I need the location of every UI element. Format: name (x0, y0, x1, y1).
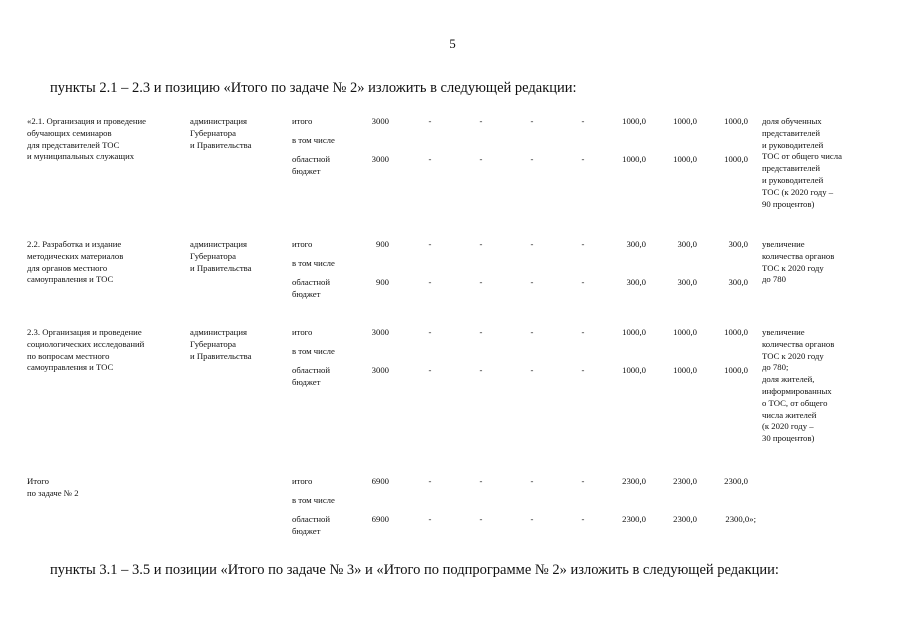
total-amount: 900 (375, 239, 389, 249)
empty-value-dash: - (581, 277, 585, 287)
empty-value-dash: - (479, 239, 483, 249)
executor-line: и Правительства (190, 139, 252, 150)
total-amount: 3000 (371, 116, 389, 126)
empty-value-dash: - (428, 277, 432, 287)
total-year-1: 1000,0 (622, 116, 646, 126)
activity-name-line: самоуправления и ТОС (27, 362, 114, 373)
activity-name-line: социологических исследований (27, 338, 145, 349)
empty-value-dash: - (581, 239, 585, 249)
empty-value-dash: - (530, 116, 534, 126)
source-including-label: в том числе (292, 135, 335, 145)
executor-line: администрация (190, 239, 247, 249)
total-year-2: 1000,0 (673, 116, 697, 126)
empty-value-dash: - (479, 365, 483, 375)
indicator-line: информированных (762, 386, 832, 396)
indicator-line: ТОС к 2020 году (762, 350, 824, 361)
empty-value-dash: - (479, 476, 483, 486)
indicator-line: и руководителей (762, 139, 824, 150)
indicator-line: увеличение (762, 327, 805, 337)
regional-year-3: 300,0 (728, 277, 748, 287)
empty-value-dash: - (479, 154, 483, 164)
empty-value-dash: - (479, 277, 483, 287)
empty-value-dash: - (479, 116, 483, 126)
empty-value-dash: - (530, 239, 534, 249)
indicator-line: увеличение (762, 239, 805, 249)
empty-value-dash: - (428, 365, 432, 375)
executor-line: Губернатора (190, 250, 236, 261)
activity-name-line: для органов местного (27, 262, 108, 273)
empty-value-dash: - (428, 116, 432, 126)
total-year-3: 1000,0 (724, 116, 748, 126)
regional-year-1: 1000,0 (622, 365, 646, 375)
empty-value-dash: - (530, 476, 534, 486)
total-year-2: 300,0 (677, 239, 697, 249)
activity-name-line: Итого (27, 476, 49, 486)
indicator-line: доля жителей, (762, 374, 815, 385)
regional-year-3: 1000,0 (724, 154, 748, 164)
source-regional-label: бюджет (292, 525, 321, 536)
indicator-line: числа жителей (762, 409, 817, 420)
indicator-line: 90 процентов) (762, 198, 815, 209)
instruction-bottom: пункты 3.1 – 3.5 и позиции «Итого по задаче № 3» и «Итого по подпрограмме № 2» изложить в следующей редакции: (50, 562, 779, 578)
source-including-label: в том числе (292, 346, 335, 356)
empty-value-dash: - (530, 514, 534, 524)
total-year-2: 2300,0 (673, 476, 697, 486)
empty-value-dash: - (581, 365, 585, 375)
empty-value-dash: - (428, 327, 432, 337)
source-regional-label: областной (292, 277, 331, 287)
empty-value-dash: - (581, 327, 585, 337)
empty-value-dash: - (530, 327, 534, 337)
indicator-line: до 780; (762, 362, 789, 373)
regional-amount: 900 (375, 277, 389, 287)
regional-year-3: 2300,0»; (725, 514, 756, 524)
indicator-line: (к 2020 году – (762, 421, 814, 432)
executor-line: и Правительства (190, 262, 252, 273)
empty-value-dash: - (530, 365, 534, 375)
source-regional-label: областной (292, 365, 331, 375)
total-year-2: 1000,0 (673, 327, 697, 337)
indicator-line: 30 процентов) (762, 433, 815, 444)
activity-name-line: по вопросам местного (27, 350, 110, 361)
indicator-line: до 780 (762, 274, 786, 285)
activity-name-line: обучающих семинаров (27, 127, 112, 138)
indicator-line: представителей (762, 163, 821, 174)
empty-value-dash: - (428, 476, 432, 486)
empty-value-dash: - (581, 154, 585, 164)
regional-amount: 6900 (371, 514, 389, 524)
empty-value-dash: - (428, 239, 432, 249)
source-regional-label: бюджет (292, 288, 321, 299)
regional-year-2: 1000,0 (673, 154, 697, 164)
source-regional-label: областной (292, 154, 331, 164)
indicator-line: представителей (762, 127, 821, 138)
empty-value-dash: - (428, 514, 432, 524)
indicator-line: количества органов (762, 338, 835, 349)
regional-year-2: 1000,0 (673, 365, 697, 375)
indicator-line: ТОС к 2020 году (762, 262, 824, 273)
executor-line: администрация (190, 327, 247, 337)
indicator-line: и руководителей (762, 175, 824, 185)
empty-value-dash: - (581, 514, 585, 524)
regional-year-2: 300,0 (677, 277, 697, 287)
activity-name-line: методических материалов (27, 250, 124, 261)
activity-name-line: для представителей ТОС (27, 139, 120, 150)
source-regional-label: бюджет (292, 165, 321, 176)
indicator-line: о ТОС, от общего (762, 397, 828, 408)
total-year-3: 1000,0 (724, 327, 748, 337)
empty-value-dash: - (530, 277, 534, 287)
empty-value-dash: - (530, 154, 534, 164)
indicator-line: количества органов (762, 250, 835, 261)
regional-year-1: 1000,0 (622, 154, 646, 164)
source-regional-label: областной (292, 514, 331, 524)
regional-year-1: 300,0 (626, 277, 646, 287)
regional-year-2: 2300,0 (673, 514, 697, 524)
regional-amount: 3000 (371, 154, 389, 164)
source-total-label: итого (292, 116, 313, 126)
source-total-label: итого (292, 327, 313, 337)
activity-name-line: по задаче № 2 (27, 487, 79, 498)
executor-line: Губернатора (190, 338, 236, 349)
total-year-1: 300,0 (626, 239, 646, 249)
source-including-label: в том числе (292, 495, 335, 505)
empty-value-dash: - (581, 116, 585, 126)
activity-name-line: 2.2. Разработка и издание (27, 239, 122, 249)
empty-value-dash: - (581, 476, 585, 486)
activity-name-line: «2.1. Организация и проведение (27, 116, 147, 126)
empty-value-dash: - (479, 514, 483, 524)
source-total-label: итого (292, 476, 313, 486)
regional-year-1: 2300,0 (622, 514, 646, 524)
indicator-line: доля обученных (762, 116, 822, 126)
total-year-1: 1000,0 (622, 327, 646, 337)
regional-amount: 3000 (371, 365, 389, 375)
executor-line: Губернатора (190, 127, 236, 138)
activity-name-line: и муниципальных служащих (27, 151, 135, 162)
total-year-3: 300,0 (728, 239, 748, 249)
empty-value-dash: - (479, 327, 483, 337)
executor-line: администрация (190, 116, 247, 126)
total-year-3: 2300,0 (724, 476, 748, 486)
empty-value-dash: - (428, 154, 432, 164)
source-regional-label: бюджет (292, 376, 321, 387)
regional-year-3: 1000,0 (724, 365, 748, 375)
executor-line: и Правительства (190, 350, 252, 361)
indicator-line: ТОС от общего числа (762, 151, 842, 162)
activity-name-line: 2.3. Организация и проведение (27, 327, 142, 337)
activity-name-line: самоуправления и ТОС (27, 274, 114, 285)
total-year-1: 2300,0 (622, 476, 646, 486)
page-number: 5 (449, 36, 456, 51)
indicator-line: ТОС (к 2020 году – (762, 186, 834, 197)
source-total-label: итого (292, 239, 313, 249)
source-including-label: в том числе (292, 258, 335, 268)
total-amount: 6900 (371, 476, 389, 486)
instruction-top: пункты 2.1 – 2.3 и позицию «Итого по задаче № 2» изложить в следующей редакции: (50, 80, 577, 96)
total-amount: 3000 (371, 327, 389, 337)
